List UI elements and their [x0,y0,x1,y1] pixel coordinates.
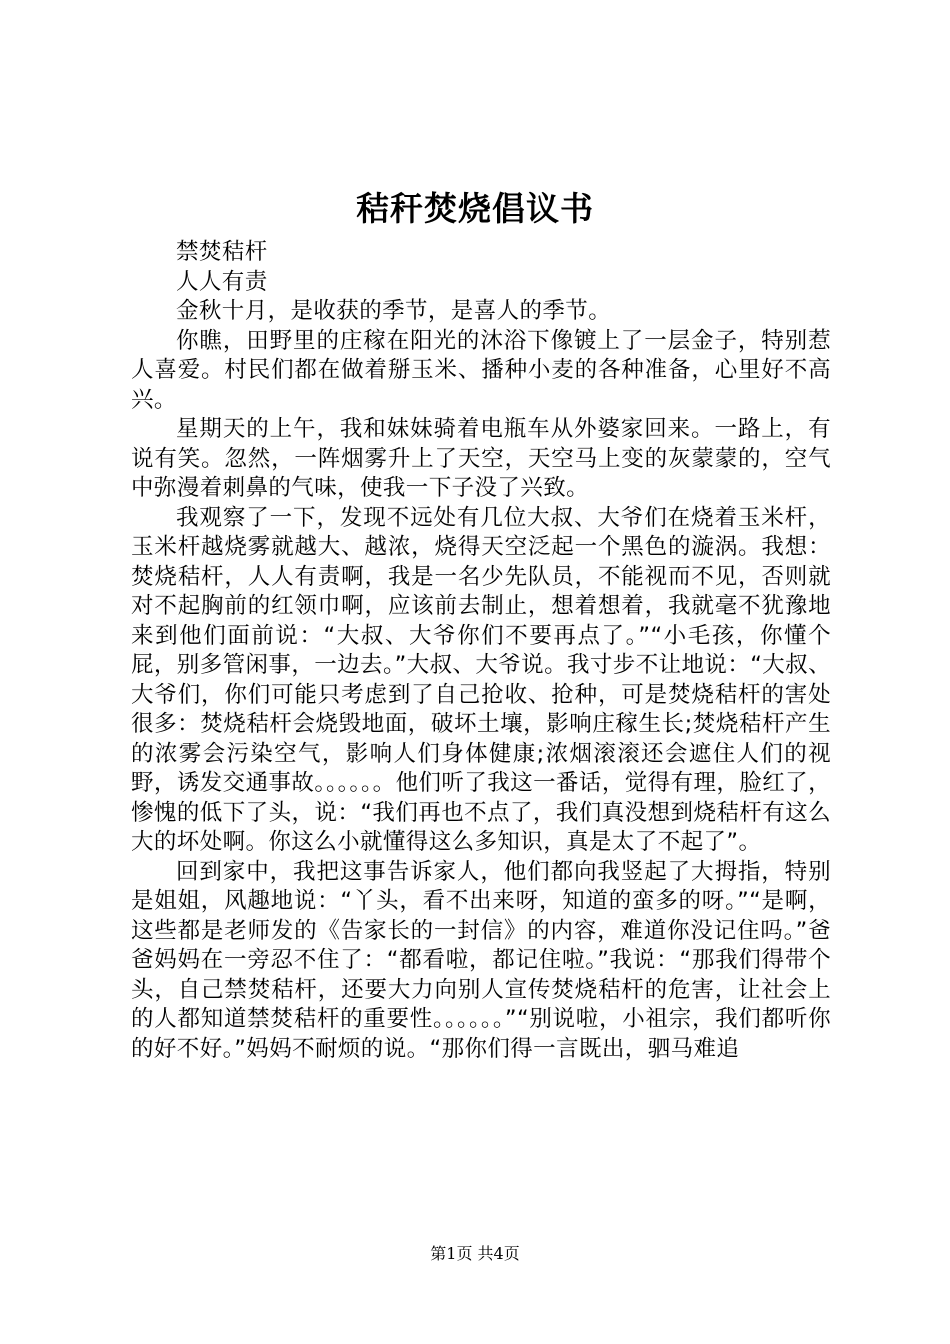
paragraph: 回到家中，我把这事告诉家人，他们都向我竖起了大拇指，特别是姐姐，风趣地说：“丫头，看不出来呀，知道的蛮多的呀。”“是啊，这些都是老师发的《告家长的一封信》的内容，难道你没记住吗。”爸爸妈妈在一旁忍不住了：“都看啦，都记住啦。”我说：“那我们得带个头，自己禁焚秸杆，还要大力向别人宣传焚烧秸杆的危害，让社会上的人都知道禁焚秸杆的重要性。。。。。。”“别说啦，小祖宗，我们都听你的好不好。”妈妈不耐烦的说。“那你们得一言既出，驷马难追 [131,858,831,1062]
page-title: 秸秆焚烧倡议书 [356,189,594,228]
paragraph-slogan-1: 禁焚秸杆 [176,239,268,265]
document-body [131,238,831,1064]
paragraph-slogan-2: 人人有责 [176,268,268,295]
paragraph: 金秋十月，是收获的季节，是喜人的季节。 [176,298,612,324]
paragraph: 星期天的上午，我和妹妹骑着电瓶车从外婆家回来。一路上，有说有笑。忽然，一阵烟雾升上了天空，天空马上变的灰蒙蒙的，空气中弥漫着刺鼻的气味，使我一下子没了兴致。 [131,416,831,501]
paragraph: 我观察了一下，发现不远处有几位大叔、大爷们在烧着玉米杆，玉米杆越烧雾就越大、越浓，烧得天空泛起一个黑色的漩涡。我想：焚烧秸杆，人人有责啊，我是一名少先队员，不能视而不见，否则就对不起胸前的红领巾啊，应该前去制止，想着想着，我就毫不犹豫地来到他们面前说：“大叔、大爷你们不要再点了。”“小毛孩，你懂个屁，别多管闲事，一边去。”大叔、大爷说。我寸步不让地说：“大叔、大爷们，你们可能只考虑到了自己抢收、抢种，可是焚烧秸杆的害处很多：焚烧秸杆会烧毁地面，破坏土壤，影响庄稼生长;焚烧秸杆产生的浓雾会污染空气，影响人们身体健康;浓烟滚滚还会遮住人们的视野，诱发交通事故。。。。。。他们听了我这一番话，觉得有理，脸红了，惨愧的低下了头，说：“我们再也不点了，我们真没想到烧秸杆有这么大的坏处啊。你这么小就懂得这么多知识，真是太了不起了”。 [131,504,831,855]
page-number-footer: 第1页 共4页 [430,1244,520,1263]
paragraph: 你瞧，田野里的庄稼在阳光的沐浴下像镀上了一层金子，特别惹人喜爱。村民们都在做着掰玉米、播种小麦的各种准备，心里好不高兴。 [131,327,831,413]
